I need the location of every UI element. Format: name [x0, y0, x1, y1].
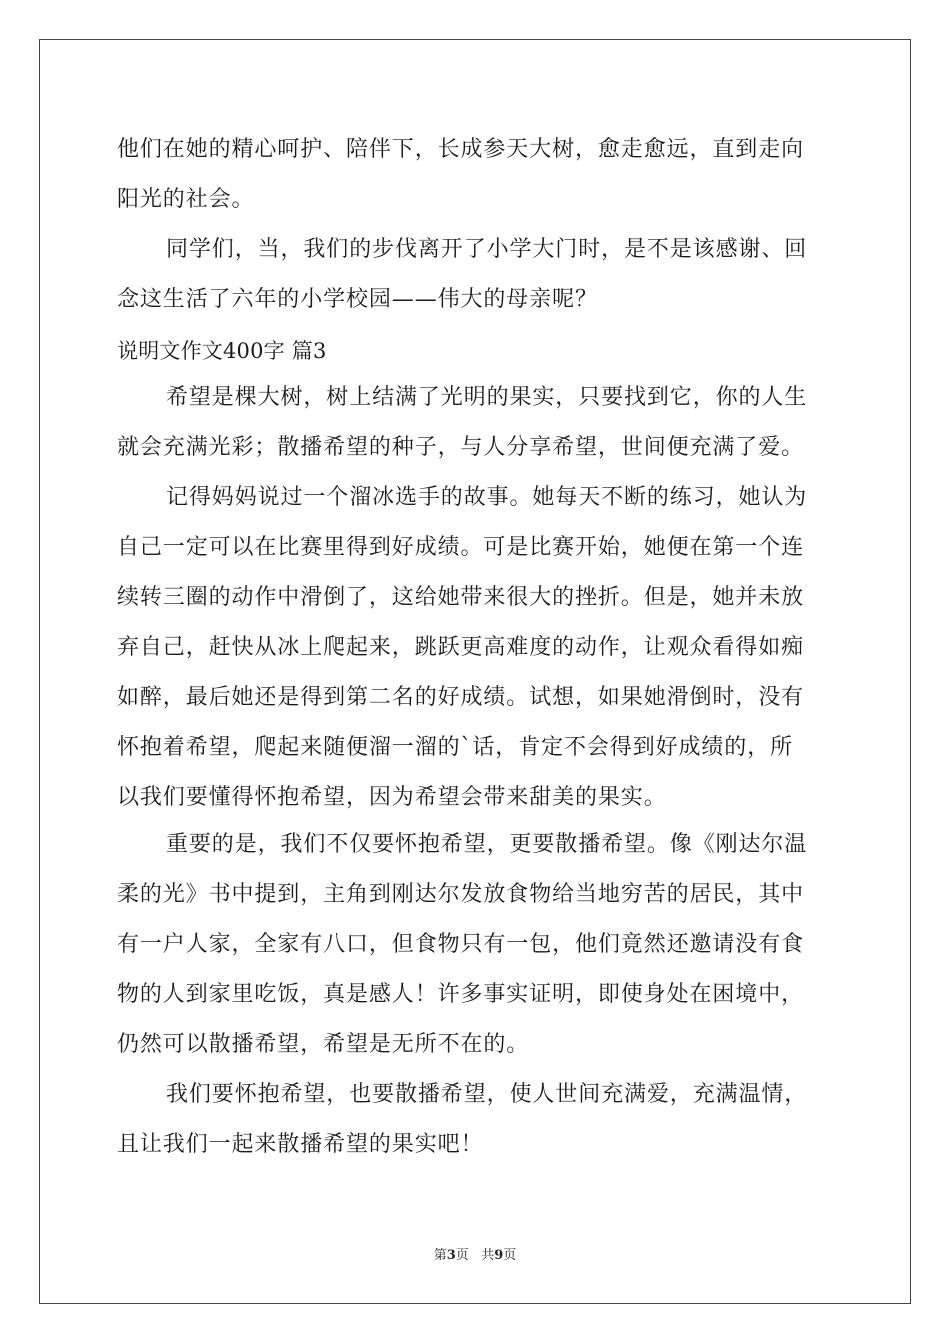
section-heading: 说明文作文400字 篇3 [117, 339, 327, 363]
page-suffix: 页 [455, 1248, 469, 1263]
text-line: 且让我们一起来散播希望的果实吧！ [117, 1132, 484, 1157]
page-number: 3 [446, 1248, 456, 1263]
text-line: 希望是棵大树，树上结满了光明的果实，只要找到它，你的人生 [166, 385, 808, 410]
page-border [39, 39, 911, 1304]
text-line: 物的人到家里吃饭，真是感人！许多事实证明，即使身处在困境中， [117, 982, 805, 1007]
text-line: 仍然可以散播希望，希望是无所不在的。 [117, 1032, 530, 1057]
text-line: 续转三圈的动作中滑倒了，这给她带来很大的挫折。但是，她并未放 [117, 585, 805, 610]
page-prefix: 第 [433, 1248, 447, 1263]
text-line: 重要的是，我们不仅要怀抱希望，更要散播希望。像《刚达尔温 [166, 832, 808, 857]
page-footer [0, 1248, 950, 1264]
text-line: 怀抱着希望，爬起来随便溜一溜的`话，肯定不会得到好成绩的，所 [117, 735, 794, 760]
total-suffix: 页 [503, 1248, 517, 1263]
text-line: 如醉，最后她还是得到第二名的好成绩。试想，如果她滑倒时，没有 [117, 685, 805, 710]
text-line: 弃自己，赶快从冰上爬起来，跳跃更高难度的动作，让观众看得如痴 [117, 635, 805, 660]
text-line: 同学们，当，我们的步伐离开了小学大门时，是不是该感谢、回 [166, 237, 808, 262]
text-line: 他们在她的精心呵护、陪伴下，长成参天大树，愈走愈远，直到走向 [117, 137, 805, 162]
text-line: 阳光的社会。 [117, 187, 255, 212]
text-line: 念这生活了六年的小学校园——伟大的母亲呢？ [117, 287, 598, 312]
text-line: 就会充满光彩；散播希望的种子，与人分享希望，世间便充满了爱。 [117, 435, 805, 460]
total-prefix: 共 [481, 1248, 495, 1263]
text-line: 我们要怀抱希望，也要散播希望，使人世间充满爱，充满温情， [166, 1082, 808, 1107]
total-pages: 9 [494, 1248, 504, 1263]
text-line: 记得妈妈说过一个溜冰选手的故事。她每天不断的练习，她认为 [166, 485, 808, 510]
text-line: 以我们要懂得怀抱希望，因为希望会带来甜美的果实。 [117, 785, 667, 810]
text-line: 自己一定可以在比赛里得到好成绩。可是比赛开始，她便在第一个连 [117, 535, 805, 560]
text-line: 柔的光》书中提到，主角到刚达尔发放食物给当地穷苦的居民，其中 [117, 882, 805, 907]
text-line: 有一户人家，全家有八口，但食物只有一包，他们竟然还邀请没有食 [117, 932, 805, 957]
